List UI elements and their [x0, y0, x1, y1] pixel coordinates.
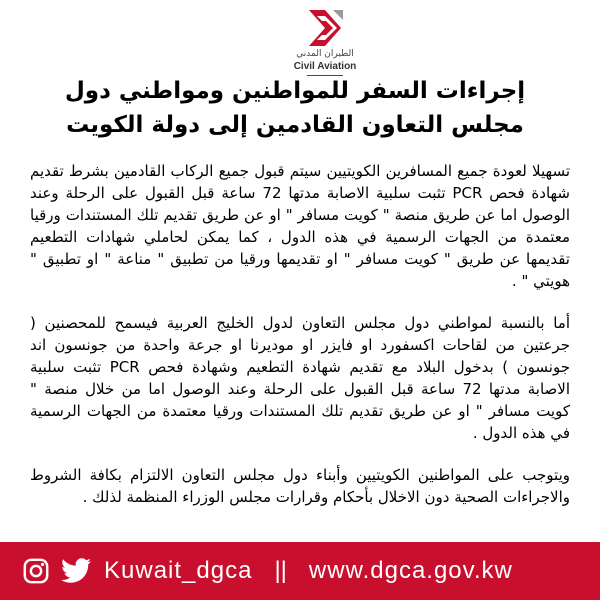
- footer-separator: ||: [274, 557, 287, 584]
- website-link[interactable]: www.dgca.gov.kw: [308, 557, 513, 584]
- logo-name-english: Civil Aviation: [293, 61, 357, 72]
- twitter-icon[interactable]: [60, 557, 92, 585]
- paragraph-compliance: ويتوجب على المواطنين الكويتيين وأبناء دول مجلس التعاون الالتزام بكافة الشروط والاجراءات الصحية دون الاخلال بأحكام وقرارات مجلس الوزراء المنظمة لذلك .: [30, 466, 570, 506]
- instagram-icon[interactable]: [22, 557, 50, 585]
- civil-aviation-emblem-icon: [303, 8, 347, 48]
- page-title: إجراءات السفر للمواطنين ومواطني دول مجلس التعاون القادمين إلى دولة الكويت: [64, 78, 526, 138]
- paragraph-kuwaiti-travelers: تسهيلا لعودة جميع المسافرين الكويتيين سيتم قبول جميع الركاب القادمين بشرط تقديم شهادة فحص PCR تثبت سلبية الاصابة مدتها 72 ساعة قبل القبول على الرحلة وعند الوصول اما عن طريق منصة " كويت مسافر " او عن طريق تقديم تلك المستندات ورقيا معتمدة من الجهات الرسمية في هذه الدول ، كما يمكن لحاملي شهادات التطعيم تقديمها عن طريق " كويت مسافر " او تقديمها ورقيا من تطبيق " مناعة " او تطبيق " هويتي " .: [30, 162, 570, 290]
- social-handle[interactable]: Kuwait_dgca: [104, 557, 253, 584]
- paragraph-gcc-citizens: أما بالنسبة لمواطني دول مجلس التعاون لدول الخليج العربية فيسمح للمحصنين ( جرعتين من لقاحات اكسفورد او فايزر او موديرنا او جرعة واحدة من جونسون اند جونسون ) بدخول البلاد مع تقديم شهادة التطعيم وشهادة فحص PCR تثبت سلبية الاصابة مدتها 72 ساعة قبل القبول على الرحلة وعند الوصول اما من خلال منصة " كويت مسافر " او عن طريق تقديم تلك المستندات ورقيا معتمدة من الجهات الرسمية في هذه الدول .: [30, 314, 570, 442]
- footer-bar: [0, 542, 600, 600]
- announcement-body: [30, 160, 570, 528]
- civil-aviation-logo: [285, 6, 365, 82]
- logo-name-arabic: الطيران المدني: [296, 49, 354, 59]
